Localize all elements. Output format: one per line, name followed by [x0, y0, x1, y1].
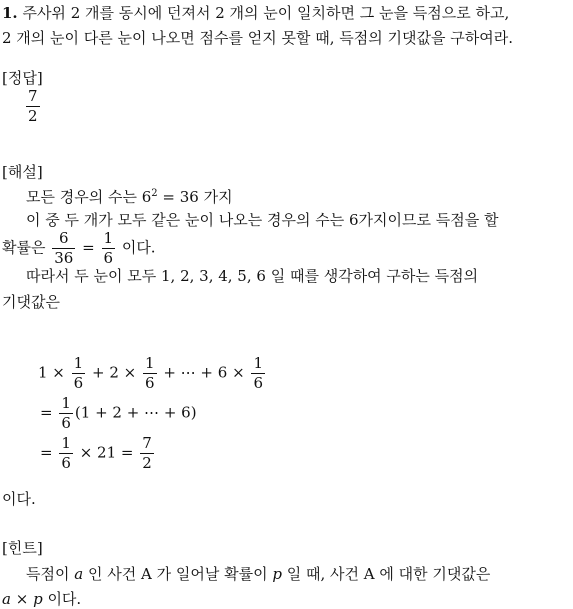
- problem-text-1: 주사위 2 개를 동시에 던져서 2 개의 눈이 일치하면 그 눈을 득점으로 하고,: [22, 4, 510, 22]
- eq1-frac3-num: 1: [253, 354, 263, 372]
- expl-text-1a: 모든 경우의 수는 6: [26, 188, 152, 206]
- expl-frac1-den: 36: [54, 249, 74, 267]
- hint-var-a2: a: [2, 590, 11, 608]
- expl-frac2-den: 6: [103, 249, 114, 267]
- eq3-times: × 21 =: [79, 443, 134, 462]
- explanation-line-3: [2, 231, 156, 266]
- problem-text-2: 2 개의 눈이 다른 눈이 나오면 점수를 얻지 못할 때, 득점의 기댓값을 구하여라.: [2, 29, 513, 47]
- hint-heading: [힌트]: [2, 539, 43, 557]
- explanation-heading: [해설]: [2, 163, 43, 181]
- expl-text-1b: = 36 가지: [157, 188, 233, 206]
- eq2-frac-num: 1: [61, 394, 71, 412]
- eq2-equals: =: [40, 403, 53, 422]
- eq1-frac2-num: 1: [145, 354, 155, 372]
- eq1-frac2-den: 6: [145, 374, 155, 392]
- eq3-frac1-num: 1: [61, 434, 71, 452]
- explanation-line-2: 이 중 두 개가 모두 같은 눈이 나오는 경우의 수는 6가지이므로 득점을 할: [26, 211, 499, 229]
- eq1-frac1-num: 1: [73, 354, 84, 372]
- hint-text-1a: 득점이: [26, 565, 70, 583]
- hint-text-1b: 인 사건 A 가 일어날 확률이: [88, 565, 268, 583]
- hint-line-2: [2, 592, 81, 607]
- hint-text-1c: 일 때, 사건 A 에 대한 기댓값은: [286, 565, 491, 583]
- expl-text-3a: 확률은: [2, 238, 46, 257]
- eq2-sum: (1 + 2 + ⋯ + 6): [74, 403, 197, 422]
- eq3-equals: =: [40, 443, 53, 462]
- eq2-frac-den: 6: [61, 414, 71, 432]
- expl-text-3b: 이다.: [121, 238, 156, 257]
- equation-line-3: [40, 436, 156, 471]
- explanation-line-5: 기댓값은: [2, 293, 60, 311]
- answer-fraction: [24, 89, 42, 124]
- answer-heading: [정답]: [2, 69, 43, 87]
- eq1-term3: + ⋯ + 6 ×: [163, 363, 245, 382]
- answer-denominator: 2: [28, 107, 38, 125]
- expl-frac1-num: 6: [52, 231, 75, 249]
- hint-var-p2: p: [33, 590, 43, 608]
- eq3-frac2-num: 7: [142, 434, 152, 452]
- expl-frac2-num: 1: [103, 229, 114, 247]
- hint-times: ×: [10, 590, 34, 608]
- eq3-frac1-den: 6: [61, 454, 71, 472]
- problem-number: 1.: [2, 4, 18, 22]
- hint-var-p: p: [272, 565, 282, 583]
- answer-numerator: 7: [28, 87, 38, 105]
- problem-line-2: [2, 31, 513, 46]
- hint-line-1: [26, 567, 490, 582]
- hint-text-2b: 이다.: [42, 590, 82, 608]
- expl-equals: =: [82, 238, 95, 257]
- eq1-frac1-den: 6: [73, 374, 84, 392]
- hint-var-a: a: [74, 565, 84, 583]
- eq1-term2: + 2 ×: [92, 363, 137, 382]
- explanation-closing: 이다.: [2, 490, 36, 508]
- equation-line-1: [38, 356, 267, 391]
- expl-exponent: 2: [151, 188, 158, 199]
- eq1-term1: 1 ×: [38, 363, 65, 382]
- problem-line-1: [2, 6, 509, 21]
- eq3-frac2-den: 2: [142, 454, 152, 472]
- equation-line-2: [40, 396, 197, 431]
- eq1-frac3-den: 6: [253, 374, 263, 392]
- explanation-line-1: [26, 189, 233, 205]
- explanation-line-4: 따라서 두 눈이 모두 1, 2, 3, 4, 5, 6 일 때를 생각하여 구하는 득점의: [26, 267, 479, 285]
